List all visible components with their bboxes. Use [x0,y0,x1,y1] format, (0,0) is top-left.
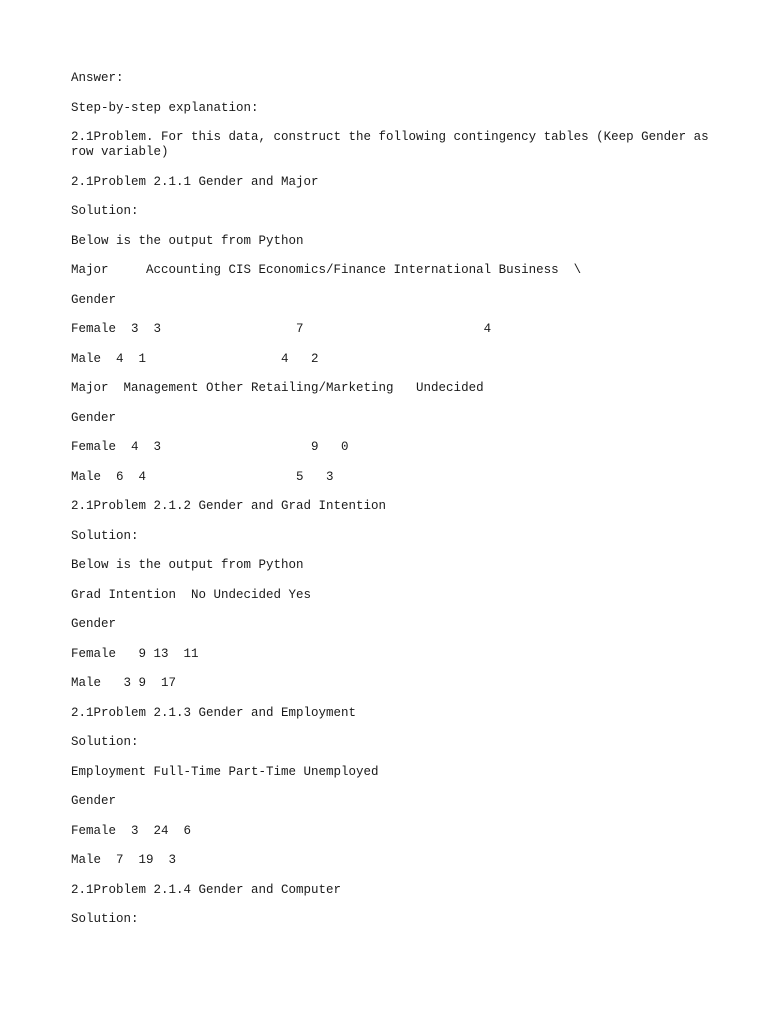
step-heading: Step-by-step explanation: [71,100,259,115]
grad-table-header: Grad Intention No Undecided Yes [71,587,312,602]
major-table-1-female-row: Female 3 3 7 4 [71,322,492,336]
grad-table-male-row: Male 3 9 17 [71,676,177,690]
major-table-1-index: Gender [71,292,117,307]
major-table-1-male-row: Male 4 1 4 2 [71,351,319,366]
document-page [71,71,717,942]
problem-intro: 2.1Problem. For this data, construct the following contingency tables (Keep Gender as row variable) [71,130,717,159]
solution-label: Solution: [71,912,139,926]
grad-table-index: Gender [71,617,117,631]
output-note: Below is the output from Python [71,558,304,572]
problem-2-1-4-title: 2.1Problem 2.1.4 Gender and Computer [71,882,342,897]
solution-label: Solution: [71,528,139,543]
major-table-2-index: Gender [71,410,117,425]
solution-label: Solution: [71,735,139,749]
major-table-2-male-row: Male 6 4 5 3 [71,469,334,484]
employment-table-female-row: Female 3 24 6 [71,823,192,838]
major-table-2-female-row: Female 4 3 9 0 [71,440,349,454]
grad-table-female-row: Female 9 13 11 [71,646,199,661]
employment-table-header: Employment Full-Time Part-Time Unemployed [71,764,379,779]
problem-2-1-3-title: 2.1Problem 2.1.3 Gender and Employment [71,705,357,720]
major-table-1-header: Major Accounting CIS Economics/Finance International Business \ [71,263,582,277]
employment-table-male-row: Male 7 19 3 [71,853,177,867]
major-table-2-header: Major Management Other Retailing/Marketing Undecided [71,381,484,395]
solution-label: Solution: [71,204,139,218]
answer-heading: Answer: [71,71,124,85]
output-note: Below is the output from Python [71,233,304,248]
employment-table-index: Gender [71,794,117,808]
problem-2-1-2-title: 2.1Problem 2.1.2 Gender and Grad Intention [71,499,387,513]
problem-2-1-1-title: 2.1Problem 2.1.1 Gender and Major [71,174,319,189]
